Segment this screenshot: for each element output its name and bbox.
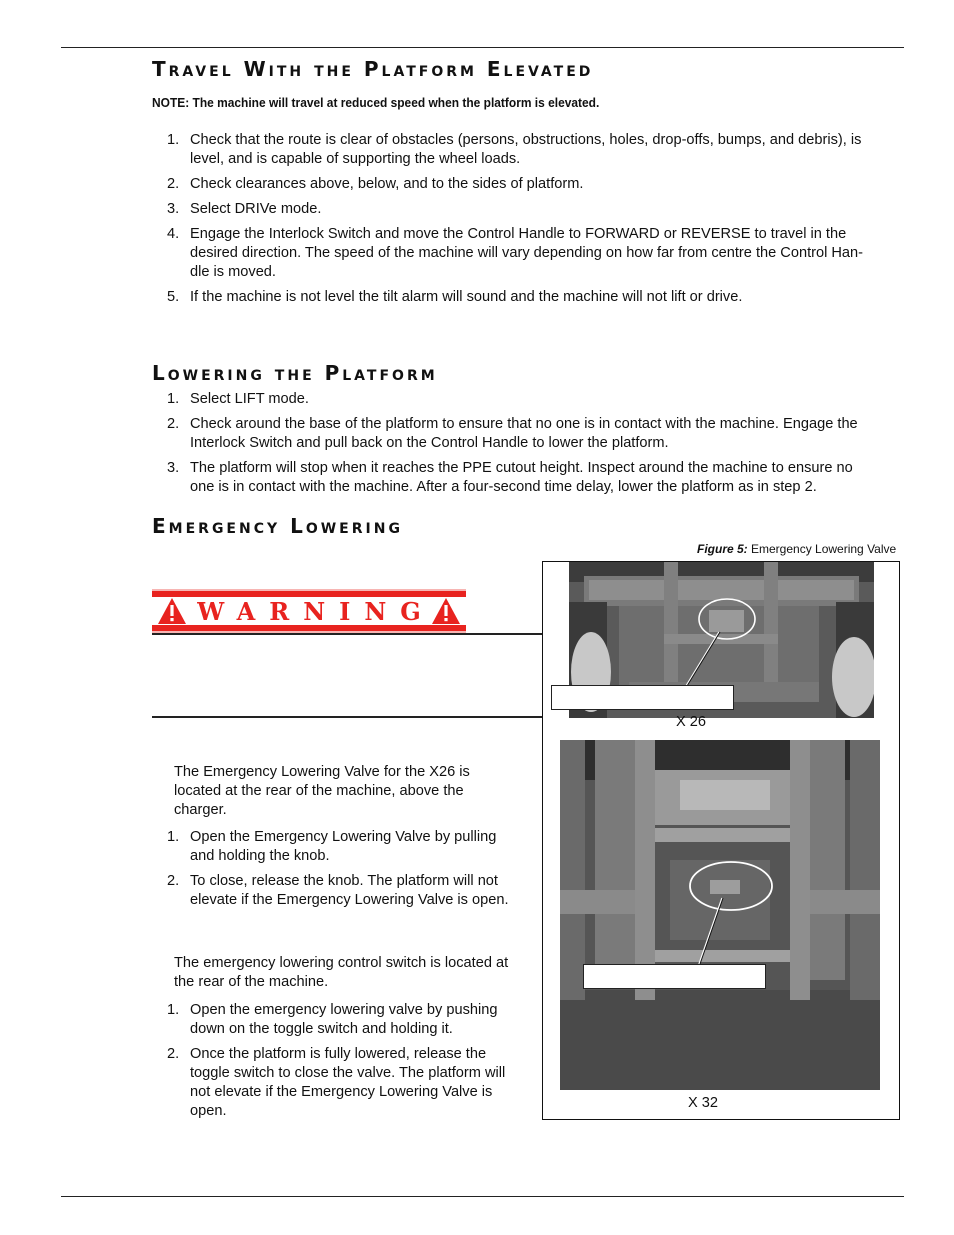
x32-description bbox=[174, 954, 534, 992]
step-text-line: Select LIFT mode. bbox=[190, 391, 309, 407]
step-text-line: dle is moved. bbox=[190, 264, 276, 280]
step-number: 1. bbox=[167, 132, 180, 148]
list-item bbox=[152, 415, 904, 453]
warning-triangle-icon bbox=[431, 597, 461, 625]
section-heading-travel: Travel With the Platform Elevated bbox=[152, 57, 594, 81]
list-item bbox=[152, 459, 904, 497]
warning-word: WARNING bbox=[197, 596, 435, 626]
step-number: 3. bbox=[167, 460, 180, 476]
figure-caption bbox=[697, 542, 896, 556]
step-text-line: down on the toggle switch and holding it. bbox=[190, 1021, 453, 1037]
paragraph-line: The Emergency Lowering Valve for the X26 is bbox=[174, 764, 470, 780]
list-item bbox=[152, 288, 904, 307]
warning-triangle-icon bbox=[157, 597, 187, 625]
x32-photo bbox=[560, 740, 880, 1090]
step-text-line: Engage the Interlock Switch and move the Control Handle to FORWARD or REVERSE to travel in the bbox=[190, 226, 847, 242]
step-text-line: Check around the base of the platform to ensure that no one is in contact with the machine. Engage the bbox=[190, 416, 858, 432]
lowering-steps bbox=[152, 390, 904, 503]
figure-caption-text: Emergency Lowering Valve bbox=[747, 542, 897, 556]
warning-banner bbox=[152, 589, 466, 633]
travel-steps bbox=[152, 131, 904, 313]
section-heading-emergency: Emergency Lowering bbox=[152, 514, 403, 538]
list-item bbox=[152, 828, 537, 866]
step-number: 1. bbox=[167, 1002, 180, 1018]
step-number: 2. bbox=[167, 873, 180, 889]
step-text-line: Open the emergency lowering valve by pushing bbox=[190, 1002, 498, 1018]
step-text-line: level, and is capable of supporting the wheel loads. bbox=[190, 151, 521, 167]
list-item bbox=[152, 1045, 537, 1121]
list-item bbox=[152, 175, 904, 194]
step-text-line: elevate if the Emergency Lowering Valve is open. bbox=[190, 892, 509, 908]
step-number: 2. bbox=[167, 176, 180, 192]
top-rule bbox=[61, 47, 904, 48]
x26-steps bbox=[152, 828, 537, 916]
step-text-line: not elevate if the Emergency Lowering Valve is bbox=[190, 1084, 493, 1100]
step-text-line: If the machine is not level the tilt alarm will sound and the machine will not lift or drive. bbox=[190, 289, 743, 305]
paragraph-line: The emergency lowering control switch is located at bbox=[174, 955, 509, 971]
step-text-line: Open the Emergency Lowering Valve by pulling bbox=[190, 829, 497, 845]
step-text-line: To close, release the knob. The platform will not bbox=[190, 873, 498, 889]
x26-description bbox=[174, 763, 534, 820]
step-number: 3. bbox=[167, 201, 180, 217]
figure-frame bbox=[542, 561, 900, 1120]
step-number: 2. bbox=[167, 416, 180, 432]
x26-photo-label: X 26 bbox=[676, 714, 707, 730]
step-text-line: Once the platform is fully lowered, release the bbox=[190, 1046, 487, 1062]
paragraph-line: charger. bbox=[174, 802, 227, 818]
step-text-line: Check that the route is clear of obstacles (persons, obstructions, holes, drop-offs, bumps, and debris), is bbox=[190, 132, 862, 148]
step-text-line: Check clearances above, below, and to the sides of platform. bbox=[190, 176, 584, 192]
x32-callout-box bbox=[583, 964, 766, 989]
list-item bbox=[152, 872, 537, 910]
figure-label: Figure 5: bbox=[697, 542, 748, 556]
step-text-line: and holding the knob. bbox=[190, 848, 330, 864]
section-heading-lowering: Lowering the Platform bbox=[152, 361, 438, 385]
step-number: 2. bbox=[167, 1046, 180, 1062]
paragraph-line: located at the rear of the machine, above the bbox=[174, 783, 464, 799]
step-text-line: open. bbox=[190, 1103, 227, 1119]
list-item bbox=[152, 390, 904, 409]
step-text-line: Interlock Switch and pull back on the Control Handle to lower the platform. bbox=[190, 435, 669, 451]
step-text-line: toggle switch to close the valve. The platform will bbox=[190, 1065, 506, 1081]
paragraph-line: the rear of the machine. bbox=[174, 974, 329, 990]
list-item bbox=[152, 131, 904, 169]
x26-callout-box bbox=[551, 685, 734, 710]
step-text-line: desired direction. The speed of the machine will vary depending on how far from centre the Control Han- bbox=[190, 245, 864, 261]
step-number: 1. bbox=[167, 391, 180, 407]
step-text-line: Select DRIVe mode. bbox=[190, 201, 322, 217]
list-item bbox=[152, 200, 904, 219]
step-text-line: one is in contact with the machine. After a four-second time delay, lower the platform as in step 2. bbox=[190, 479, 817, 495]
warning-top-line bbox=[152, 633, 542, 635]
warning-bottom-line bbox=[152, 716, 542, 718]
x32-photo-label: X 32 bbox=[688, 1095, 719, 1111]
step-text-line: The platform will stop when it reaches the PPE cutout height. Inspect around the machine to ensure no bbox=[190, 460, 853, 476]
step-number: 1. bbox=[167, 829, 180, 845]
note-text: NOTE: The machine will travel at reduced speed when the platform is elevated. bbox=[152, 95, 600, 110]
step-number: 4. bbox=[167, 226, 180, 242]
x32-steps bbox=[152, 1001, 537, 1127]
list-item bbox=[152, 1001, 537, 1039]
list-item bbox=[152, 225, 904, 282]
bottom-rule bbox=[61, 1196, 904, 1197]
step-number: 5. bbox=[167, 289, 180, 305]
